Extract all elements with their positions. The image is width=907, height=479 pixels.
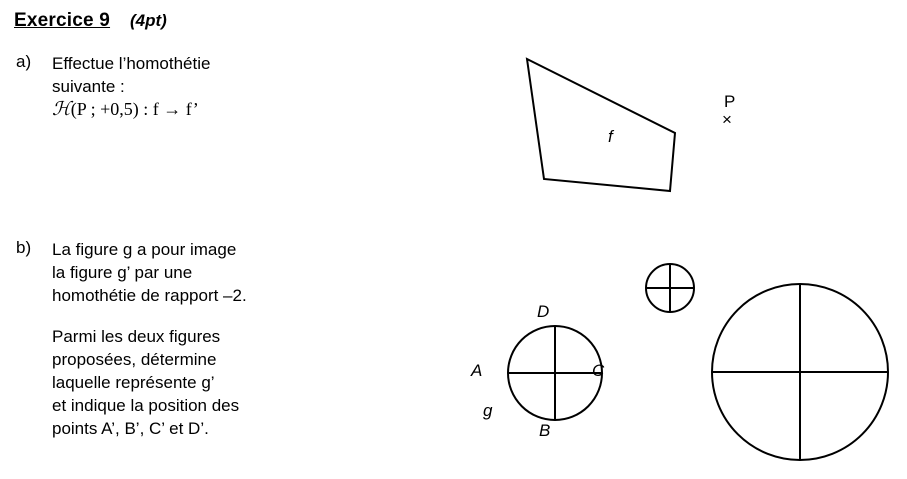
circle-g-point-d-label: D (537, 302, 550, 321)
circle-g-label: g (483, 401, 493, 420)
homothety-symbol: ℋ (52, 98, 71, 120)
homothety-formula-rest: (P ; +0,5) : f → f’ (70, 99, 199, 119)
question-b-p2-line-3: laquelle représente g’ (52, 373, 215, 392)
exercise-points: (4pt) (130, 11, 167, 30)
quadrilateral-figure (500, 45, 700, 205)
quadrilateral-label: f (608, 127, 613, 146)
question-b-letter: b) (16, 238, 32, 257)
question-a-body (52, 52, 292, 121)
small-circle-figure (640, 258, 700, 318)
circle-g-figure (471, 302, 615, 440)
question-b-p1-line-1: La figure g a pour image (52, 240, 237, 259)
circle-g-point-c-label: C (592, 361, 605, 380)
question-b-p2-line-2: proposées, détermine (52, 350, 217, 369)
point-p-label: P (724, 92, 736, 111)
question-a-line-2: suivante : (52, 77, 125, 96)
question-a-formula (52, 98, 292, 121)
circle-g-point-a-label: A (471, 361, 483, 380)
circle-g-point-b-label: B (539, 421, 551, 440)
question-b-body (52, 238, 312, 440)
question-b-p2-line-5: points A’, B’, C’ et D’. (52, 419, 209, 438)
question-a-line-1: Effectue l’homothétie (52, 54, 211, 73)
quadrilateral-shape (527, 59, 675, 191)
question-a-letter: a) (16, 52, 32, 71)
exercise-title: Exercice 9 (14, 10, 111, 31)
large-circle-figure (710, 280, 900, 479)
point-p-cross-icon: × (722, 110, 732, 129)
question-b-p1-line-2: la figure g’ par une (52, 263, 193, 282)
question-b-p2-line-1: Parmi les deux figures (52, 327, 221, 346)
question-b-p1-line-3: homothétie de rapport –2. (52, 286, 247, 305)
question-b-p2-line-4: et indique la position des (52, 396, 240, 415)
